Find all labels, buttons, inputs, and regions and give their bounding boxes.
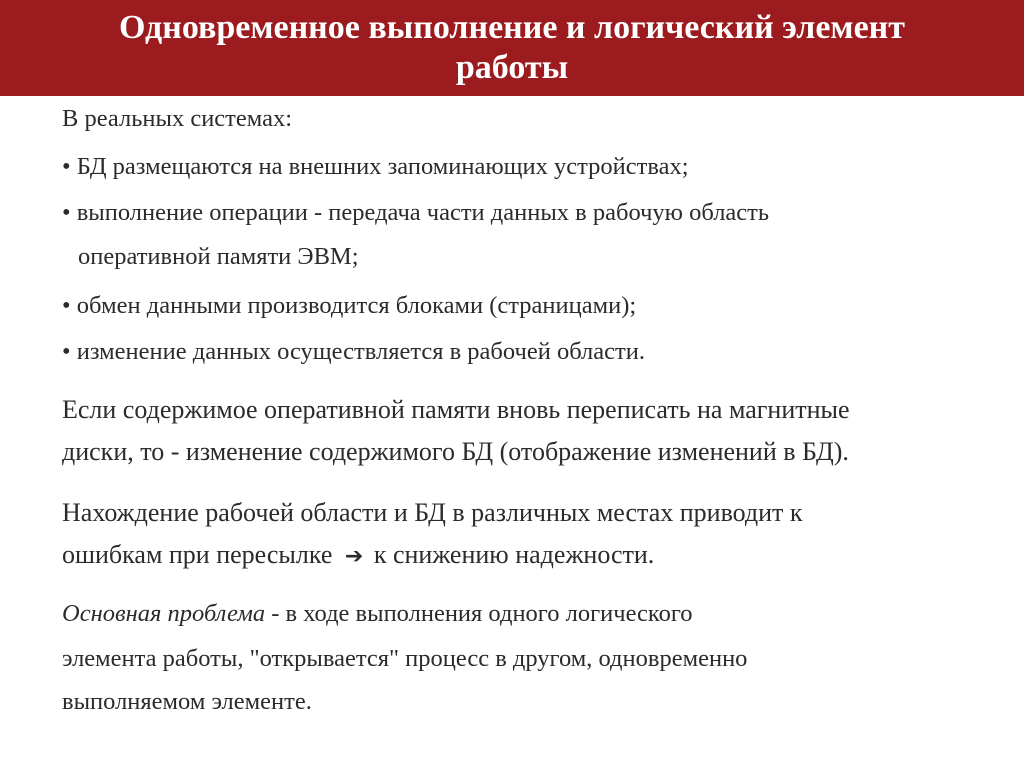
paragraph-line: Если содержимое оперативной памяти вновь переписать на магнитные: [62, 395, 850, 424]
slide-title-line-2: работы: [455, 49, 569, 86]
paragraph-line: диски, то - изменение содержимого БД (отображение изменений в БД).: [62, 437, 849, 466]
paragraph-line: элемента работы, "открывается" процесс в другом, одновременно: [62, 645, 748, 672]
intro-text: В реальных системах:: [62, 105, 293, 132]
bullet-item-continuation: оперативной памяти ЭВМ;: [78, 243, 359, 270]
paragraph-line: [62, 540, 654, 570]
paragraph-text: к снижению надежности.: [373, 540, 655, 569]
bullet-item: • выполнение операции - передача части данных в рабочую область: [62, 199, 770, 226]
bullet-item: • БД размещаются на внешних запоминающих устройствах;: [62, 153, 689, 180]
paragraph-text: ошибкам при пересылке: [62, 540, 333, 569]
slide-title-line-1: Одновременное выполнение и логический элемент: [119, 9, 905, 46]
title-banner: [0, 0, 1024, 96]
paragraph-line: [62, 600, 693, 628]
right-arrow-icon: ➔: [344, 544, 364, 569]
bullet-item: • обмен данными производится блоками (страницами);: [62, 292, 637, 319]
paragraph-line: выполняемом элементе.: [62, 688, 312, 715]
paragraph-line: Нахождение рабочей области и БД в различных местах приводит к: [62, 498, 803, 527]
emphasis-text: Основная проблема: [62, 600, 266, 627]
bullet-item: • изменение данных осуществляется в рабочей области.: [62, 338, 645, 365]
paragraph-text: - в ходе выполнения одного логического: [265, 600, 693, 627]
